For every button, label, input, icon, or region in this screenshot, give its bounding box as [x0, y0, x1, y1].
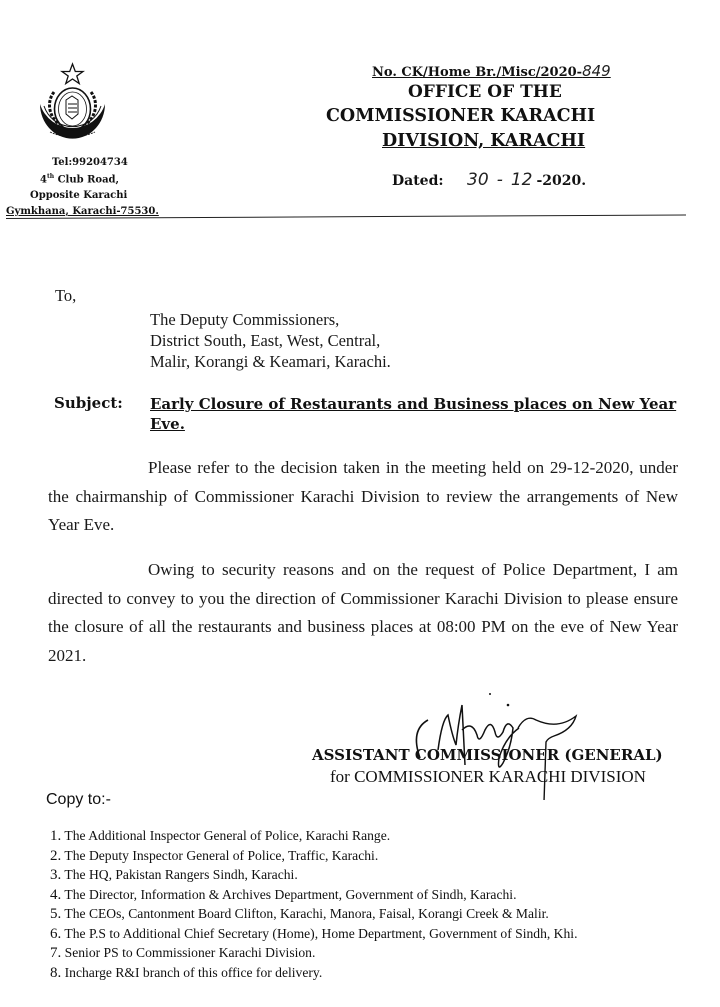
road-ordinal: 4 — [40, 174, 47, 186]
dated-year: -2020. — [536, 173, 587, 189]
copy-to-item — [50, 865, 577, 885]
reference-number-handwritten: 849 — [582, 62, 611, 80]
copy-to-item-text: The HQ, Pakistan Rangers Sindh, Karachi. — [64, 867, 298, 882]
dated-label: Dated: — [392, 173, 444, 189]
copy-to-item-text: Incharge R&I branch of this office for delivery. — [64, 964, 323, 980]
body-paragraph-2: Owing to security reasons and on the request of Police Department, I am directed to convey to you the direction of Commissioner Karachi Division to please ensure the closure of all the restaurants and business places at 08:00 PM on the eve of New Year 2021. — [48, 560, 678, 665]
dated-separator: - — [496, 170, 503, 190]
office-title-line-1: OFFICE OF THE — [408, 82, 562, 102]
office-title-line-2: COMMISSIONER KARACHI — [326, 106, 596, 126]
copy-to-item-text: The Deputy Inspector General of Police, Traffic, Karachi. — [64, 847, 379, 863]
subject-text: Early Closure of Restaurants and Business places on New Year Eve. — [150, 395, 677, 433]
copy-to-item-number: 7. — [50, 945, 62, 961]
office-title-line-3: DIVISION, KARACHI — [382, 131, 586, 151]
dated-day: 30 — [467, 170, 489, 190]
reference-number — [372, 62, 611, 80]
addressee-line: The Deputy Commissioners, — [150, 310, 340, 329]
letter-date — [392, 170, 586, 190]
copy-to-list — [50, 826, 577, 982]
copy-to-item-number: 1. — [50, 828, 62, 844]
copy-to-item-number: 4. — [50, 886, 62, 903]
signatory-on-behalf-of: for COMMISSIONER KARACHI DIVISION — [330, 767, 646, 786]
salutation-to: To, — [55, 286, 77, 305]
copy-to-item-text: The CEOs, Cantonment Board Clifton, Karachi, Manora, Faisal, Korangi Creek & Malir. — [64, 906, 549, 921]
copy-to-label: Copy to:- — [46, 791, 111, 808]
letterhead-road — [40, 173, 119, 185]
copy-to-item-number: 8. — [50, 964, 62, 981]
dated-month: 12 — [510, 170, 533, 190]
road-name: Club Road, — [54, 174, 120, 186]
body-paragraph-1: Please refer to the decision taken in the meeting held on 29-12-2020, under the chairmanship of Commissioner Karachi Division to review the arrangements of New Year Eve. — [48, 458, 678, 534]
copy-to-item — [50, 885, 577, 905]
copy-to-item-text: The Director, Information & Archives Department, Government of Sindh, Karachi. — [64, 886, 517, 902]
copy-to-item — [50, 846, 577, 866]
copy-to-item — [50, 924, 577, 944]
copy-to-item-number: 3. — [50, 867, 62, 883]
copy-to-item — [50, 826, 577, 846]
reference-number-printed: No. CK/Home Br./Misc/2020- — [372, 65, 583, 80]
copy-to-item — [50, 904, 577, 924]
copy-to-item-text: The Additional Inspector General of Police, Karachi Range. — [64, 828, 391, 843]
copy-to-item-number: 6. — [50, 925, 62, 942]
addressee-line: Malir, Korangi & Keamari, Karachi. — [150, 352, 391, 371]
government-emblem-logo — [30, 62, 115, 152]
letterhead-postal-address: Gymkhana, Karachi-75530. — [6, 206, 159, 217]
copy-to-item-text: Senior PS to Commissioner Karachi Division. — [64, 945, 316, 960]
subject-label: Subject: — [54, 394, 123, 412]
signatory-title: ASSISTANT COMMISSIONER (GENERAL) — [312, 746, 663, 764]
road-ordinal-suffix: th — [46, 173, 55, 180]
copy-to-item-text: The P.S to Additional Chief Secretary (Home), Home Department, Government of Sindh, Khi. — [64, 925, 578, 941]
letterhead-opposite: Opposite Karachi — [30, 190, 128, 201]
copy-to-item-number: 5. — [50, 906, 62, 922]
copy-to-item — [50, 943, 577, 963]
addressee-line: District South, East, West, Central, — [150, 331, 381, 350]
copy-to-item-number: 2. — [50, 847, 62, 864]
letterhead-telephone: Tel:99204734 — [52, 157, 128, 168]
copy-to-item — [50, 963, 577, 983]
